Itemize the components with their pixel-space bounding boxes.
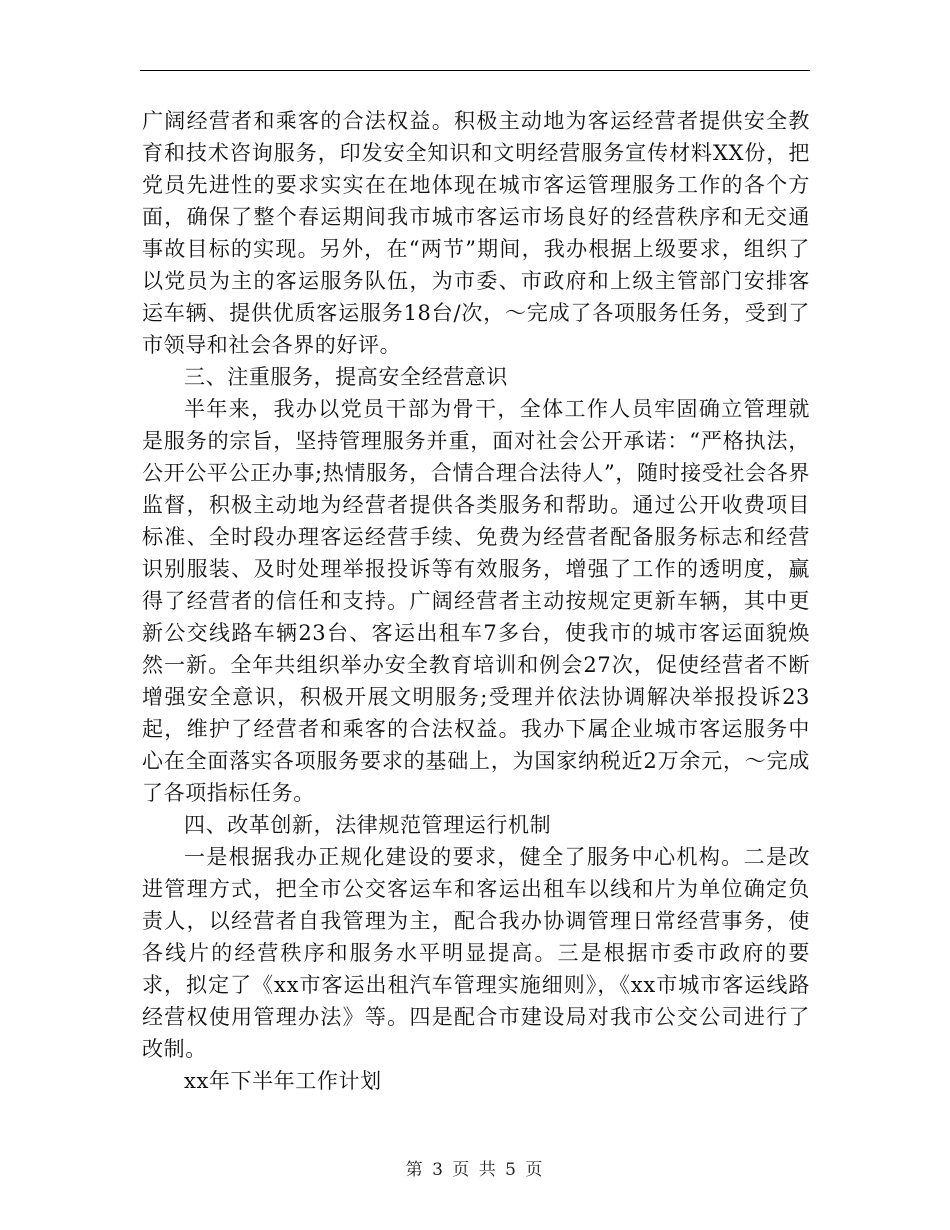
section-heading-plan: xx年下半年工作计划	[184, 1069, 382, 1093]
paragraph-continuation: 广阔经营者和乘客的合法权益。积极主动地为客运经营者提供安全教育和技术咨询服务，印发安全知识和文明经营服务宣传材料XX份，把党员先进性的要求实实在在地体现在城市客运管理服务工作的各个方面，确保了整个春运期间我市城市客运市场良好的经营秩序和无交通事故目标的实现。另外，在“两节”期间，我办根据上级要求，组织了以党员为主的客运服务队伍，为市委、市政府和上级主管部门安排客运车辆、提供优质客运服务18台/次，～完成了各项服务任务，受到了市领导和社会各界的好评。	[142, 109, 810, 357]
document-body	[142, 105, 810, 1097]
page-number-footer: 第 3 页 共 5 页	[405, 1160, 545, 1180]
section-heading-4: 四、改革创新，法律规范管理运行机制	[184, 813, 552, 837]
header-rule	[140, 70, 810, 71]
paragraph-reform: 一是根据我办正规化建设的要求，健全了服务中心机构。二是改进管理方式，把全市公交客运车和客运出租车以线和片为单位确定负责人，以经营者自我管理为主，配合我办协调管理日常经营事务，使各线片的经营秩序和服务水平明显提高。三是根据市委市政府的要求，拟定了《xx市客运出租汽车管理实施细则》，《xx市城市客运线路经营权使用管理办法》等。四是配合市建设局对我市公交公司进行了改制。	[142, 845, 810, 1061]
section-heading-3: 三、注重服务，提高安全经营意识	[184, 365, 508, 389]
paragraph-service: 半年来，我办以党员干部为骨干，全体工作人员牢固确立管理就是服务的宗旨，坚持管理服务并重，面对社会公开承诺：“严格执法，公开公平公正办事;热情服务，合情合理合法待人”，随时接受社会各界监督，积极主动地为经营者提供各类服务和帮助。通过公开收费项目标准、全时段办理客运经营手续、免费为经营者配备服务标志和经营识别服装、及时处理举报投诉等有效服务，增强了工作的透明度，赢得了经营者的信任和支持。广阔经营者主动按规定更新车辆，其中更新公交线路车辆23台、客运出租车7多台，使我市的城市客运面貌焕然一新。全年共组织举办安全教育培训和例会27次，促使经营者不断增强安全意识，积极开展文明服务;受理并依法协调解决举报投诉23起，维护了经营者和乘客的合法权益。我办下属企业城市客运服务中心在全面落实各项服务要求的基础上，为国家纳税近2万余元，～完成了各项指标任务。	[142, 397, 810, 805]
